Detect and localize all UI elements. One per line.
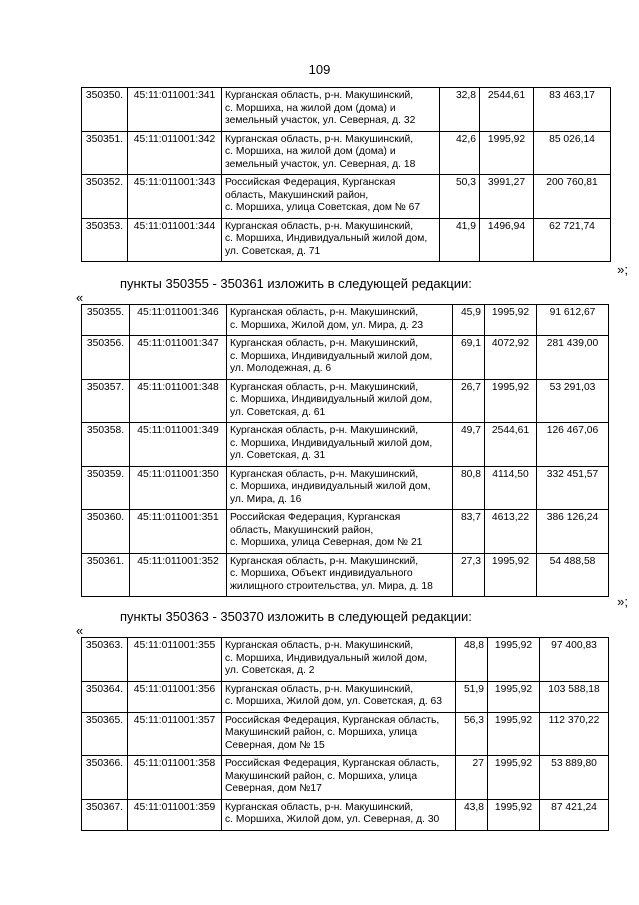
unit-price-cell: 4114,50 — [485, 466, 537, 510]
address-cell — [227, 379, 453, 423]
page-number: 109 — [308, 62, 331, 77]
cadastral-number-cell: 45:11:011001:344 — [128, 218, 222, 262]
area-cell: 45,9 — [453, 305, 485, 336]
area-cell: 56,3 — [456, 712, 488, 756]
cadastral-value-cell: 91 612,67 — [537, 305, 609, 336]
area-cell: 27,3 — [453, 553, 485, 597]
cadastral-number-cell: 45:11:011001:352 — [130, 553, 227, 597]
cadastral-number-cell: 45:11:011001:342 — [128, 131, 222, 175]
table-row — [82, 423, 609, 467]
address-cell — [227, 553, 453, 597]
cadastral-value-cell: 54 488,58 — [537, 553, 609, 597]
cadastral-value-cell: 200 760,81 — [534, 175, 611, 219]
table-row — [82, 305, 609, 336]
area-cell: 42,6 — [440, 131, 480, 175]
table-row — [82, 799, 609, 830]
address-line: Курганская область, р-н. Макушинский, — [230, 425, 419, 436]
address-line: ул. Молодежная, д. 6 — [230, 363, 332, 374]
table-row — [82, 466, 609, 510]
cadastral-value-cell: 53 291,03 — [537, 379, 609, 423]
item-number-cell: 350358. — [82, 423, 130, 467]
address-line: земельный участок, ул. Северная, д. 18 — [225, 158, 416, 170]
address-line: с. Моршиха, улица Советская, дом № 67 — [225, 202, 421, 213]
table-row — [82, 379, 609, 423]
area-cell: 50,3 — [440, 175, 480, 219]
cadastral-value-cell: 53 889,80 — [540, 756, 609, 800]
table-row — [82, 712, 609, 756]
opening-quote: « — [76, 623, 84, 638]
cadastral-number-cell: 45:11:011001:350 — [130, 466, 227, 510]
address-line: Макушинский район, с. Моршиха, улица — [225, 727, 418, 738]
address-line: земельный участок, ул. Северная, д. 32 — [225, 115, 416, 126]
address-line: Российская Федерация, Курганская область, — [225, 714, 440, 726]
address-line: ул. Советская, д. 31 — [230, 450, 326, 461]
address-line: область, Макушинский район, — [230, 524, 374, 536]
address-line: с. Моршиха, Индивидуальный жилой дом, — [230, 350, 433, 362]
cadastral-value-cell: 62 721,74 — [534, 218, 611, 262]
unit-price-cell: 1995,92 — [485, 553, 537, 597]
table-row — [82, 336, 609, 380]
cadastral-number-cell: 45:11:011001:349 — [130, 423, 227, 467]
cadastral-number-cell: 45:11:011001:359 — [128, 799, 222, 830]
area-cell: 69,1 — [453, 336, 485, 380]
cadastral-value-cell: 386 126,24 — [537, 510, 609, 554]
address-cell — [222, 88, 440, 132]
address-cell — [222, 712, 456, 756]
table-row — [82, 218, 611, 262]
address-line: Курганская область, р-н. Макушинский, — [225, 683, 414, 695]
address-line: Российская Федерация, Курганская — [230, 512, 401, 523]
address-line: с. Моршиха, Жилой дом, ул. Мира, д. 23 — [230, 319, 424, 331]
registry-table-2 — [81, 304, 609, 597]
address-cell — [227, 336, 453, 380]
unit-price-cell: 1995,92 — [485, 305, 537, 336]
item-number-cell: 350360. — [82, 510, 130, 554]
unit-price-cell: 1995,92 — [480, 131, 534, 175]
address-line: с. Моршиха, Индивидуальный жилой дом, — [230, 437, 433, 449]
area-cell: 48,8 — [456, 638, 488, 682]
address-cell — [222, 218, 440, 262]
unit-price-cell: 1995,92 — [488, 638, 540, 682]
cadastral-number-cell: 45:11:011001:346 — [130, 305, 227, 336]
address-cell — [227, 305, 453, 336]
address-line: с. Моршиха, на жилой дом (дома) и — [225, 146, 396, 157]
address-cell — [222, 799, 456, 830]
unit-price-cell: 1995,92 — [488, 756, 540, 800]
item-number-cell: 350351. — [82, 131, 128, 175]
unit-price-cell: 1496,94 — [480, 218, 534, 262]
address-cell — [222, 175, 440, 219]
address-line: Курганская область, р-н. Макушинский, — [230, 468, 419, 480]
item-number-cell: 350361. — [82, 553, 130, 597]
address-line: Курганская область, р-н. Макушинский, — [230, 338, 419, 349]
cadastral-number-cell: 45:11:011001:355 — [128, 638, 222, 682]
address-line: ул. Советская, д. 2 — [225, 665, 315, 676]
cadastral-number-cell: 45:11:011001:356 — [128, 681, 222, 712]
address-line: с. Моршиха, Объект индивидуального — [230, 568, 413, 579]
cadastral-value-cell: 85 026,14 — [534, 131, 611, 175]
area-cell: 41,9 — [440, 218, 480, 262]
area-cell: 49,7 — [453, 423, 485, 467]
area-cell: 80,8 — [453, 466, 485, 510]
item-number-cell: 350357. — [82, 379, 130, 423]
cadastral-number-cell: 45:11:011001:358 — [128, 756, 222, 800]
address-line: Российская Федерация, Курганская область, — [225, 758, 440, 769]
area-cell: 32,8 — [440, 88, 480, 132]
address-line: Курганская область, р-н. Макушинский, — [225, 220, 414, 232]
table-row — [82, 638, 609, 682]
address-line: с. Моршиха, улица Северная, дом № 21 — [230, 537, 423, 548]
table-row — [82, 88, 611, 132]
address-cell — [227, 510, 453, 554]
unit-price-cell: 1995,92 — [488, 681, 540, 712]
address-line: Макушинский район, с. Моршиха, улица — [225, 770, 418, 782]
cadastral-value-cell: 112 370,22 — [540, 712, 609, 756]
address-cell — [227, 423, 453, 467]
address-cell — [222, 638, 456, 682]
address-line: с. Моршиха, на жилой дом (дома) и — [225, 102, 396, 114]
item-number-cell: 350350. — [82, 88, 128, 132]
area-cell: 27 — [456, 756, 488, 800]
address-line: Курганская область, р-н. Макушинский, — [230, 381, 419, 393]
address-line: с. Моршиха, Жилой дом, ул. Северная, д. 30 — [225, 814, 440, 825]
address-line: ул. Мира, д. 16 — [230, 493, 302, 505]
table-row — [82, 131, 611, 175]
address-line: жилищного строительства, ул. Мира, д. 18 — [230, 580, 433, 592]
cadastral-value-cell: 87 421,24 — [540, 799, 609, 830]
cadastral-value-cell: 97 400,83 — [540, 638, 609, 682]
address-line: Курганская область, р-н. Макушинский, — [225, 801, 414, 813]
area-cell: 43,8 — [456, 799, 488, 830]
table-row — [82, 681, 609, 712]
address-line: с. Моршиха, индивидуальный жилой дом, — [230, 481, 431, 492]
cadastral-number-cell: 45:11:011001:348 — [130, 379, 227, 423]
address-line: Российская Федерация, Курганская — [225, 177, 396, 188]
cadastral-number-cell: 45:11:011001:341 — [128, 88, 222, 132]
unit-price-cell: 1995,92 — [485, 379, 537, 423]
cadastral-number-cell: 45:11:011001:351 — [130, 510, 227, 554]
table-row — [82, 175, 611, 219]
unit-price-cell: 3991,27 — [480, 175, 534, 219]
address-line: Курганская область, р-н. Макушинский, — [225, 640, 414, 651]
item-number-cell: 350365. — [82, 712, 128, 756]
cadastral-value-cell: 126 467,06 — [537, 423, 609, 467]
address-cell — [227, 466, 453, 510]
address-cell — [222, 756, 456, 800]
item-number-cell: 350363. — [82, 638, 128, 682]
area-cell: 26,7 — [453, 379, 485, 423]
table-row — [82, 553, 609, 597]
item-number-cell: 350367. — [82, 799, 128, 830]
cadastral-number-cell: 45:11:011001:343 — [128, 175, 222, 219]
table-row — [82, 510, 609, 554]
address-cell — [222, 131, 440, 175]
item-number-cell: 350359. — [82, 466, 130, 510]
amendment-instruction: пункты 350363 - 350370 изложить в следующей редакции: — [120, 609, 472, 624]
address-line: Курганская область, р-н. Макушинский, — [230, 307, 419, 318]
address-line: область, Макушинский район, — [225, 189, 369, 201]
address-cell — [222, 681, 456, 712]
registry-table-1 — [81, 87, 611, 262]
amendment-instruction: пункты 350355 - 350361 изложить в следующей редакции: — [120, 276, 472, 291]
unit-price-cell: 4072,92 — [485, 336, 537, 380]
item-number-cell: 350364. — [82, 681, 128, 712]
unit-price-cell: 1995,92 — [488, 712, 540, 756]
closing-quote: »; — [617, 262, 628, 277]
address-line: Северная, дом № 15 — [225, 739, 325, 751]
unit-price-cell: 4613,22 — [485, 510, 537, 554]
cadastral-number-cell: 45:11:011001:357 — [128, 712, 222, 756]
item-number-cell: 350353. — [82, 218, 128, 262]
item-number-cell: 350356. — [82, 336, 130, 380]
address-line: с. Моршиха, Индивидуальный жилой дом, — [230, 394, 433, 405]
address-line: ул. Советская, д. 71 — [225, 245, 321, 257]
address-line: Северная, дом №17 — [225, 783, 322, 794]
item-number-cell: 350366. — [82, 756, 128, 800]
unit-price-cell: 2544,61 — [480, 88, 534, 132]
cadastral-value-cell: 332 451,57 — [537, 466, 609, 510]
item-number-cell: 350352. — [82, 175, 128, 219]
address-line: с. Моршиха, Жилой дом, ул. Советская, д. 63 — [225, 696, 443, 707]
opening-quote: « — [76, 290, 84, 305]
area-cell: 83,7 — [453, 510, 485, 554]
unit-price-cell: 2544,61 — [485, 423, 537, 467]
cadastral-value-cell: 83 463,17 — [534, 88, 611, 132]
table-row — [82, 756, 609, 800]
cadastral-number-cell: 45:11:011001:347 — [130, 336, 227, 380]
address-line: Курганская область, р-н. Макушинский, — [225, 133, 414, 145]
cadastral-value-cell: 103 588,18 — [540, 681, 609, 712]
unit-price-cell: 1995,92 — [488, 799, 540, 830]
address-line: с. Моршиха, Индивидуальный жилой дом, — [225, 233, 428, 244]
item-number-cell: 350355. — [82, 305, 130, 336]
address-line: Курганская область, р-н. Макушинский, — [230, 555, 419, 567]
registry-table-3 — [81, 637, 609, 831]
address-line: с. Моршиха, Индивидуальный жилой дом, — [225, 652, 428, 664]
closing-quote: »; — [617, 594, 628, 609]
cadastral-value-cell: 281 439,00 — [537, 336, 609, 380]
address-line: Курганская область, р-н. Макушинский, — [225, 90, 414, 101]
address-line: ул. Советская, д. 61 — [230, 406, 326, 418]
area-cell: 51,9 — [456, 681, 488, 712]
